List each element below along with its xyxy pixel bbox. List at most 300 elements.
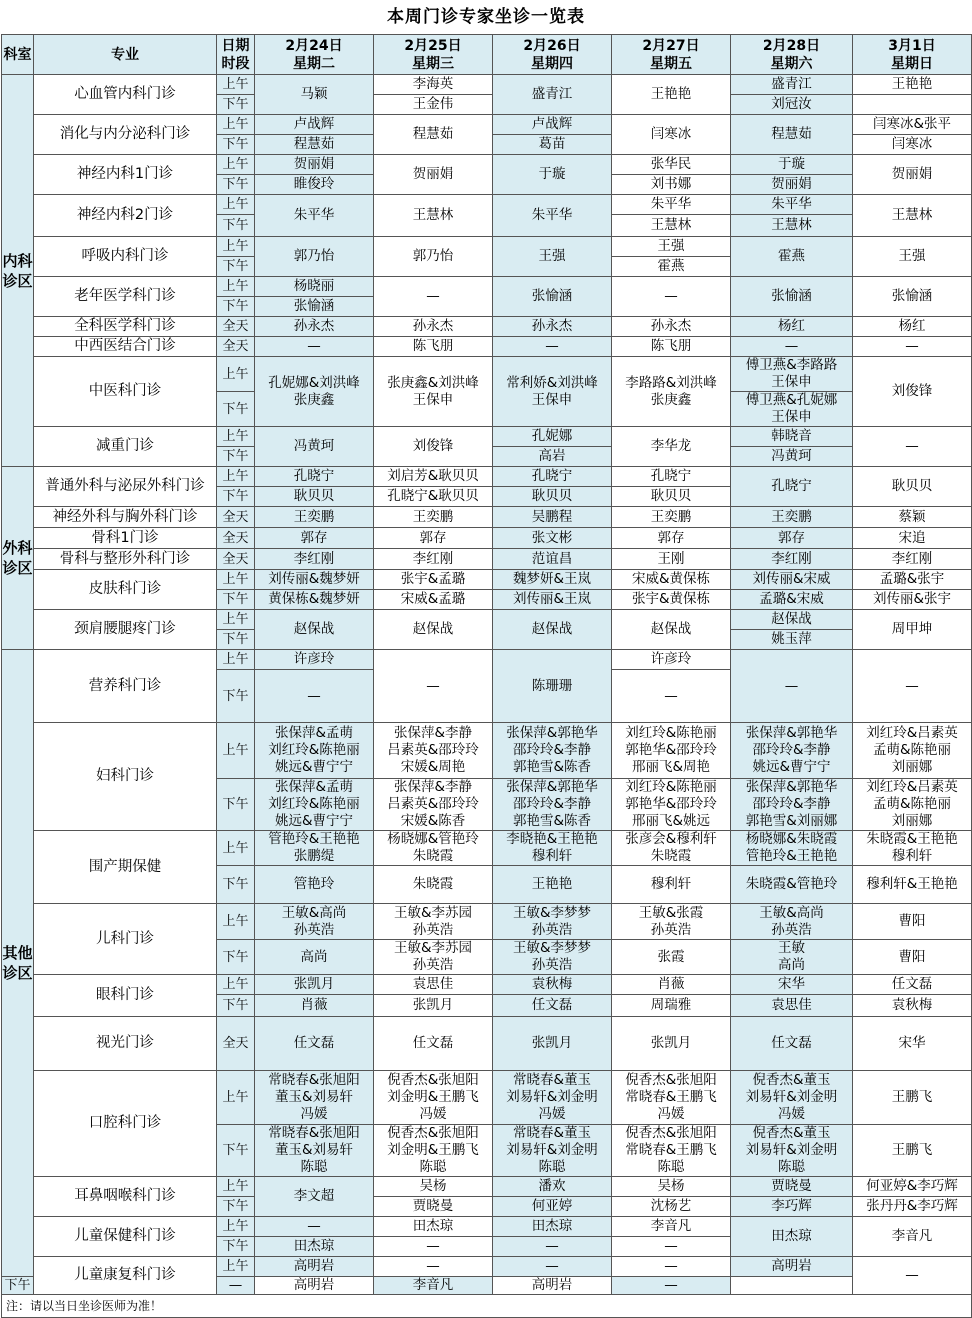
- doctor-name: 许彦玲: [293, 651, 335, 667]
- schedule-cell: [731, 1197, 853, 1217]
- doctor-name: 范谊昌: [531, 550, 573, 567]
- schedule-cell: [731, 95, 853, 115]
- schedule-cell: [255, 75, 374, 115]
- schedule-cell: [731, 1177, 853, 1197]
- doctor-name: 穆利轩: [650, 876, 692, 892]
- doctor-name: 吕素英&邵玲玲: [387, 796, 479, 812]
- schedule-cell: [493, 1017, 612, 1071]
- doctor-name: 姚远&曹宁宁: [274, 813, 354, 829]
- period-cell: 上午: [217, 650, 255, 670]
- period-cell: 下午: [217, 175, 255, 195]
- period-cell: 下午: [217, 779, 255, 831]
- doctor-name: 王奕鹏: [412, 508, 454, 525]
- doctor-name: 任文磊: [771, 1035, 812, 1051]
- specialty-cell: 儿童保健科门诊: [34, 1217, 217, 1257]
- doctor-name: 吴鹏程: [531, 508, 573, 525]
- schedule-cell: [853, 570, 972, 590]
- doctor-name: 张愉涵: [891, 288, 933, 304]
- doctor-name: 贺丽娟: [771, 176, 812, 192]
- schedule-cell: [374, 1017, 493, 1071]
- schedule-cell: [731, 447, 853, 467]
- doctor-name: 刘冠汝: [771, 96, 812, 112]
- table-row: [2, 570, 972, 590]
- schedule-cell: [731, 317, 853, 337]
- doctor-name: 郭存: [657, 529, 685, 546]
- doctor-name: 盛青江: [531, 86, 573, 102]
- doctor-name: 张华民: [650, 156, 692, 172]
- doctor-name: 程慧茹: [412, 126, 454, 142]
- doctor-name: 宋威&黄保栋: [631, 571, 711, 587]
- schedule-cell: [493, 570, 612, 590]
- doctor-name: 穆利轩: [891, 848, 933, 864]
- doctor-name: —: [426, 1238, 440, 1254]
- doctor-name: —: [905, 338, 919, 354]
- schedule-cell: [731, 723, 853, 779]
- schedule-cell: [255, 650, 374, 670]
- table-row: [2, 975, 972, 995]
- schedule-cell: [493, 1257, 612, 1277]
- schedule-cell: [255, 297, 374, 317]
- schedule-cell: [731, 831, 853, 866]
- schedule-cell: [255, 866, 374, 904]
- doctor-name: 张庚鑫: [650, 391, 692, 408]
- schedule-cell: [731, 75, 853, 95]
- schedule-cell: [255, 1125, 374, 1177]
- schedule-cell: [493, 1197, 612, 1217]
- doctor-name: 任文磊: [531, 997, 573, 1013]
- schedule-cell: [731, 630, 853, 650]
- doctor-name: —: [664, 1258, 678, 1274]
- doctor-name: 郭存: [778, 529, 805, 546]
- schedule-cell: [374, 115, 493, 155]
- doctor-name: 孙永杰: [531, 318, 573, 334]
- doctor-name: 张彦会&穆利轩: [625, 831, 717, 847]
- doctor-name: 刘俊锋: [412, 438, 454, 454]
- schedule-cell: [731, 237, 853, 277]
- doctor-name: 倪香杰&董玉: [752, 1072, 831, 1088]
- period-cell: 上午: [217, 610, 255, 630]
- doctor-name: 耿贝贝: [293, 488, 335, 504]
- doctor-name: 刘金明&王鹏飞: [387, 1089, 479, 1105]
- schedule-cell: [493, 75, 612, 115]
- table-row: [2, 1217, 972, 1237]
- doctor-name: 潘欢: [538, 1178, 566, 1194]
- period-cell: 上午: [217, 237, 255, 257]
- specialty-cell: 眼科门诊: [34, 975, 217, 1017]
- period-cell: 上午: [217, 195, 255, 215]
- doctor-name: 王保申: [771, 374, 812, 390]
- schedule-cell: [612, 670, 731, 723]
- schedule-cell: [612, 215, 731, 237]
- schedule-cell: [493, 155, 612, 195]
- doctor-name: 高岩: [538, 448, 566, 464]
- schedule-cell: [731, 115, 853, 155]
- schedule-cell: [853, 549, 972, 570]
- schedule-cell: [374, 1217, 493, 1237]
- header-specialty: 专业: [34, 35, 217, 75]
- doctor-name: 闫寒冰: [650, 126, 692, 142]
- doctor-name: 王奕鹏: [650, 508, 692, 525]
- doctor-name: 张保萍&孟萌: [274, 779, 354, 795]
- schedule-cell: [255, 1071, 374, 1125]
- doctor-name: 李红刚: [771, 550, 812, 567]
- doctor-name: 杨晓娜&朱晓霞: [745, 831, 838, 847]
- doctor-name: —: [905, 438, 919, 454]
- doctor-name: 张保萍&郭艳华: [506, 725, 598, 741]
- schedule-cell: [853, 155, 972, 195]
- doctor-name: —: [784, 338, 799, 354]
- schedule-cell: [493, 427, 612, 447]
- specialty-cell: 妇科门诊: [34, 723, 217, 831]
- doctor-name: 高尚: [778, 957, 805, 973]
- schedule-cell: [731, 610, 853, 630]
- doctor-name: —: [307, 1218, 321, 1234]
- doctor-name: 袁秋梅: [531, 976, 573, 992]
- doctor-name: 李红刚: [412, 550, 454, 567]
- doctor-name: 程慧茹: [771, 126, 812, 142]
- doctor-name: 霍燕: [657, 258, 685, 274]
- doctor-name: 宋华: [778, 976, 805, 992]
- doctor-name: 孔晓宁&耿贝贝: [387, 488, 479, 504]
- doctor-name: —: [545, 1238, 559, 1254]
- schedule-cell: [255, 1017, 374, 1071]
- doctor-name: 李音凡: [650, 1218, 692, 1234]
- doctor-name: 刘传丽&张宇: [872, 591, 952, 607]
- doctor-name: 姚玉萍: [771, 631, 812, 647]
- schedule-cell: [612, 940, 731, 975]
- specialty-cell: 心血管内科门诊: [34, 75, 217, 115]
- schedule-cell: [255, 1217, 374, 1237]
- doctor-name: —: [426, 1258, 440, 1274]
- doctor-name: 邵玲玲&李静: [512, 796, 592, 812]
- schedule-cell: [612, 904, 731, 940]
- schedule-cell: [731, 995, 853, 1017]
- schedule-cell: [612, 155, 731, 175]
- doctor-name: 李路路&刘洪峰: [625, 374, 717, 391]
- doctor-name: —: [784, 677, 799, 694]
- schedule-cell: [255, 723, 374, 779]
- schedule-cell: [853, 528, 972, 549]
- doctor-name: 刘书娜: [650, 176, 692, 192]
- period-cell: 下午: [217, 1125, 255, 1177]
- schedule-cell: [374, 357, 493, 427]
- doctor-name: 杨晓娜&管艳玲: [387, 831, 479, 847]
- schedule-cell: [853, 95, 972, 115]
- schedule-cell: [731, 175, 853, 195]
- doctor-name: 李红刚: [293, 550, 335, 567]
- table-row: [2, 507, 972, 528]
- doctor-name: 赵保战: [293, 621, 335, 637]
- doctor-name: 李海英: [412, 76, 454, 92]
- schedule-cell: [255, 467, 374, 487]
- schedule-cell: [493, 1071, 612, 1125]
- schedule-cell: [853, 650, 972, 723]
- table-row: [2, 610, 972, 630]
- doctor-name: 张霞: [657, 948, 685, 965]
- schedule-cell: [853, 1125, 972, 1177]
- schedule-cell: [374, 1277, 493, 1295]
- doctor-name: 陈飞朋: [650, 338, 692, 354]
- doctor-name: —: [228, 1277, 243, 1293]
- doctor-name: 王强: [898, 248, 926, 264]
- schedule-cell: [612, 1071, 731, 1125]
- doctor-name: 张丹丹&李巧辉: [866, 1198, 958, 1214]
- specialty-cell: 耳鼻咽喉科门诊: [34, 1177, 217, 1217]
- schedule-cell: [853, 277, 972, 317]
- schedule-cell: [493, 866, 612, 904]
- doctor-name: 张庚鑫&刘洪峰: [387, 374, 479, 391]
- doctor-name: 杨红: [778, 318, 805, 334]
- doctor-name: 程慧茹: [293, 136, 335, 152]
- schedule-cell: [853, 1257, 972, 1295]
- doctor-name: 张鹏缇: [293, 848, 335, 864]
- period-cell: 全天: [217, 507, 255, 528]
- period-cell: 上午: [217, 904, 255, 940]
- doctor-name: 周瑞雅: [650, 997, 692, 1013]
- doctor-name: 陈聪: [300, 1159, 328, 1175]
- schedule-cell: [255, 175, 374, 195]
- doctor-name: 刘红玲&陈艳丽: [625, 779, 717, 795]
- schedule-cell: [493, 507, 612, 528]
- schedule-cell: [731, 337, 853, 357]
- doctor-name: 冯媛: [538, 1106, 566, 1122]
- schedule-cell: [853, 357, 972, 427]
- doctor-name: 吕素英&邵玲玲: [387, 742, 479, 758]
- schedule-cell: [731, 1217, 853, 1257]
- doctor-name: 傅卫燕&李路路: [745, 357, 838, 373]
- schedule-cell: [255, 115, 374, 135]
- schedule-cell: [612, 549, 731, 570]
- schedule-cell: [493, 357, 612, 427]
- period-cell: 上午: [217, 115, 255, 135]
- doctor-name: 高明岩: [531, 1277, 573, 1293]
- schedule-cell: [853, 590, 972, 610]
- period-cell: 全天: [217, 528, 255, 549]
- doctor-name: 王鹏飞: [891, 1089, 933, 1105]
- schedule-cell: [853, 507, 972, 528]
- schedule-cell: [493, 610, 612, 650]
- schedule-cell: [853, 1217, 972, 1257]
- doctor-name: 刘易轩&刘金明: [506, 1089, 598, 1105]
- schedule-cell: [374, 1071, 493, 1125]
- doctor-name: 王敏&高尚: [759, 904, 824, 921]
- doctor-name: 姚远&曹宁宁: [274, 759, 354, 775]
- doctor-name: 孙英浩: [650, 921, 692, 938]
- period-cell: 上午: [217, 277, 255, 297]
- header-day: 2月26日 星期四: [493, 35, 612, 75]
- doctor-name: 朱晓霞&管艳玲: [745, 876, 838, 892]
- doctor-name: 孟萌&陈艳丽: [872, 796, 952, 812]
- doctor-name: 孔妮娜&刘洪峰: [268, 374, 360, 391]
- doctor-name: 冯媛: [657, 1106, 685, 1122]
- schedule-cell: [612, 427, 731, 467]
- doctor-name: 邵玲玲&李静: [752, 742, 831, 758]
- doctor-name: 朱晓霞&王艳艳: [866, 831, 958, 847]
- doctor-name: 李晓艳&王艳艳: [506, 831, 598, 847]
- schedule-cell: [493, 904, 612, 940]
- header-day: 2月27日 星期五: [612, 35, 731, 75]
- doctor-name: 朱平华: [531, 207, 573, 223]
- period-cell: 下午: [217, 487, 255, 507]
- schedule-cell: [493, 195, 612, 237]
- specialty-cell: 老年医学科门诊: [34, 277, 217, 317]
- schedule-cell: [493, 1237, 612, 1257]
- schedule-cell: [612, 175, 731, 195]
- page-title: 本周门诊专家坐诊一览表: [387, 7, 585, 27]
- doctor-name: 卢战辉: [293, 116, 335, 132]
- period-cell: 下午: [217, 297, 255, 317]
- doctor-name: 霍燕: [778, 248, 805, 264]
- specialty-cell: 营养科门诊: [34, 650, 217, 723]
- period-cell: 下午: [217, 670, 255, 723]
- schedule-cell: [731, 357, 853, 392]
- schedule-cell: [731, 549, 853, 570]
- schedule-cell: [853, 195, 972, 237]
- schedule-cell: [374, 507, 493, 528]
- table-row: [2, 1177, 972, 1197]
- doctor-name: 王奕鹏: [771, 508, 812, 525]
- schedule-cell: [493, 831, 612, 866]
- doctor-name: 肖薇: [300, 997, 328, 1013]
- schedule-cell: [217, 1277, 255, 1295]
- doctor-name: 王敏&李苏园: [393, 940, 473, 956]
- doctor-name: 冯媛: [419, 1106, 447, 1122]
- doctor-name: 葛苗: [538, 136, 566, 152]
- specialty-cell: 皮肤科门诊: [34, 570, 217, 610]
- doctor-name: —: [664, 1238, 678, 1254]
- doctor-name: 郭艳华&邵玲玲: [625, 796, 717, 812]
- schedule-cell: [374, 75, 493, 95]
- schedule-cell: [374, 237, 493, 277]
- doctor-name: 孙英浩: [531, 921, 573, 938]
- doctor-name: 肖薇: [657, 976, 685, 992]
- period-cell: 上午: [217, 723, 255, 779]
- header-day: 2月25日 星期三: [374, 35, 493, 75]
- schedule-cell: [374, 317, 493, 337]
- table-row: [2, 549, 972, 570]
- schedule-cell: [374, 95, 493, 115]
- schedule-cell: [493, 650, 612, 723]
- schedule-cell: [731, 975, 853, 995]
- schedule-cell: [493, 975, 612, 995]
- schedule-cell: [612, 337, 731, 357]
- schedule-cell: [374, 528, 493, 549]
- doctor-name: 张保萍&李静: [393, 725, 473, 741]
- schedule-cell: [853, 975, 972, 995]
- doctor-name: 郭存: [419, 529, 447, 546]
- schedule-cell: [853, 317, 972, 337]
- doctor-name: 吴杨: [419, 1178, 447, 1194]
- doctor-name: 魏梦妍&王岚: [512, 571, 592, 587]
- doctor-name: 宋追: [898, 529, 926, 546]
- table-row: [2, 317, 972, 337]
- schedule-cell: [255, 940, 374, 975]
- doctor-name: 郭艳华&邵玲玲: [625, 742, 717, 758]
- doctor-name: 王强: [657, 238, 685, 254]
- doctor-name: 闫寒冰: [891, 136, 933, 152]
- doctor-name: 贺丽娟: [293, 156, 335, 172]
- schedule-cell: [493, 995, 612, 1017]
- doctor-name: 孔晓宁: [650, 468, 692, 484]
- doctor-name: 孟萌&陈艳丽: [872, 742, 952, 758]
- doctor-name: 任文磊: [891, 976, 933, 992]
- doctor-name: 陈珊珊: [531, 677, 573, 694]
- schedule-cell: [255, 487, 374, 507]
- doctor-name: 王慧林: [771, 217, 812, 233]
- doctor-name: 刘传丽&王岚: [512, 591, 592, 607]
- schedule-cell: [374, 487, 493, 507]
- schedule-cell: [493, 467, 612, 487]
- schedule-cell: [493, 723, 612, 779]
- doctor-name: 王保申: [771, 409, 812, 425]
- table-row: [2, 277, 972, 297]
- doctor-name: 常晓春&董玉: [512, 1125, 592, 1141]
- doctor-name: 何亚婷: [531, 1198, 573, 1214]
- specialty-cell: 口腔科门诊: [34, 1071, 217, 1177]
- doctor-name: 常晓春&张旭阳: [268, 1125, 360, 1141]
- schedule-cell: [853, 115, 972, 135]
- specialty-cell: 呼吸内科门诊: [34, 237, 217, 277]
- doctor-name: 刘易轩&刘金明: [745, 1089, 838, 1105]
- doctor-name: 贾晓曼: [771, 1178, 812, 1194]
- schedule-cell: [612, 570, 731, 590]
- schedule-cell: [612, 115, 731, 155]
- schedule-cell: [612, 995, 731, 1017]
- doctor-name: 朱平华: [293, 207, 335, 223]
- schedule-cell: [612, 650, 731, 670]
- schedule-cell: [255, 995, 374, 1017]
- period-cell: 下午: [217, 447, 255, 467]
- doctor-name: —: [664, 288, 678, 304]
- doctor-name: 刘俊锋: [891, 383, 933, 399]
- doctor-name: 常晓春&王鹏飞: [625, 1089, 717, 1105]
- schedule-cell: [255, 1177, 374, 1217]
- specialty-cell: 消化与内分泌科门诊: [34, 115, 217, 155]
- doctor-name: 张凯月: [412, 997, 454, 1013]
- schedule-cell: [612, 75, 731, 115]
- period-cell: 全天: [217, 317, 255, 337]
- doctor-name: 李文超: [293, 1188, 335, 1204]
- specialty-cell: 神经外科与胸外科门诊: [34, 507, 217, 528]
- period-cell: 下午: [2, 1277, 34, 1295]
- dept-cell: 内科诊区: [2, 75, 34, 467]
- doctor-name: 李音凡: [412, 1277, 454, 1293]
- table-row: [2, 831, 972, 866]
- doctor-name: 邢丽飞&姚远: [631, 813, 711, 829]
- specialty-cell: 儿童康复科门诊: [34, 1257, 217, 1295]
- schedule-cell: [853, 610, 972, 650]
- doctor-name: 张保萍&郭艳华: [506, 779, 598, 795]
- doctor-name: 王鹏飞: [891, 1142, 933, 1158]
- period-cell: 上午: [217, 975, 255, 995]
- schedule-cell: [493, 337, 612, 357]
- schedule-cell: [374, 779, 493, 831]
- doctor-name: 姚远&曹宁宁: [752, 759, 831, 775]
- doctor-name: 耿贝贝: [531, 488, 573, 504]
- schedule-cell: [731, 507, 853, 528]
- doctor-name: 张保萍&郭艳华: [745, 779, 838, 795]
- specialty-cell: 全科医学科门诊: [34, 317, 217, 337]
- doctor-name: 田杰琼: [771, 1228, 812, 1244]
- doctor-name: 冯媛: [778, 1106, 805, 1122]
- doctor-name: 朱平华: [771, 196, 812, 212]
- doctor-name: 郭艳雪&陈香: [512, 759, 592, 775]
- period-cell: 上午: [217, 155, 255, 175]
- doctor-name: 刘丽娜: [891, 813, 933, 829]
- period-cell: 上午: [217, 467, 255, 487]
- doctor-name: 张保萍&李静: [393, 779, 473, 795]
- schedule-cell: [612, 1177, 731, 1197]
